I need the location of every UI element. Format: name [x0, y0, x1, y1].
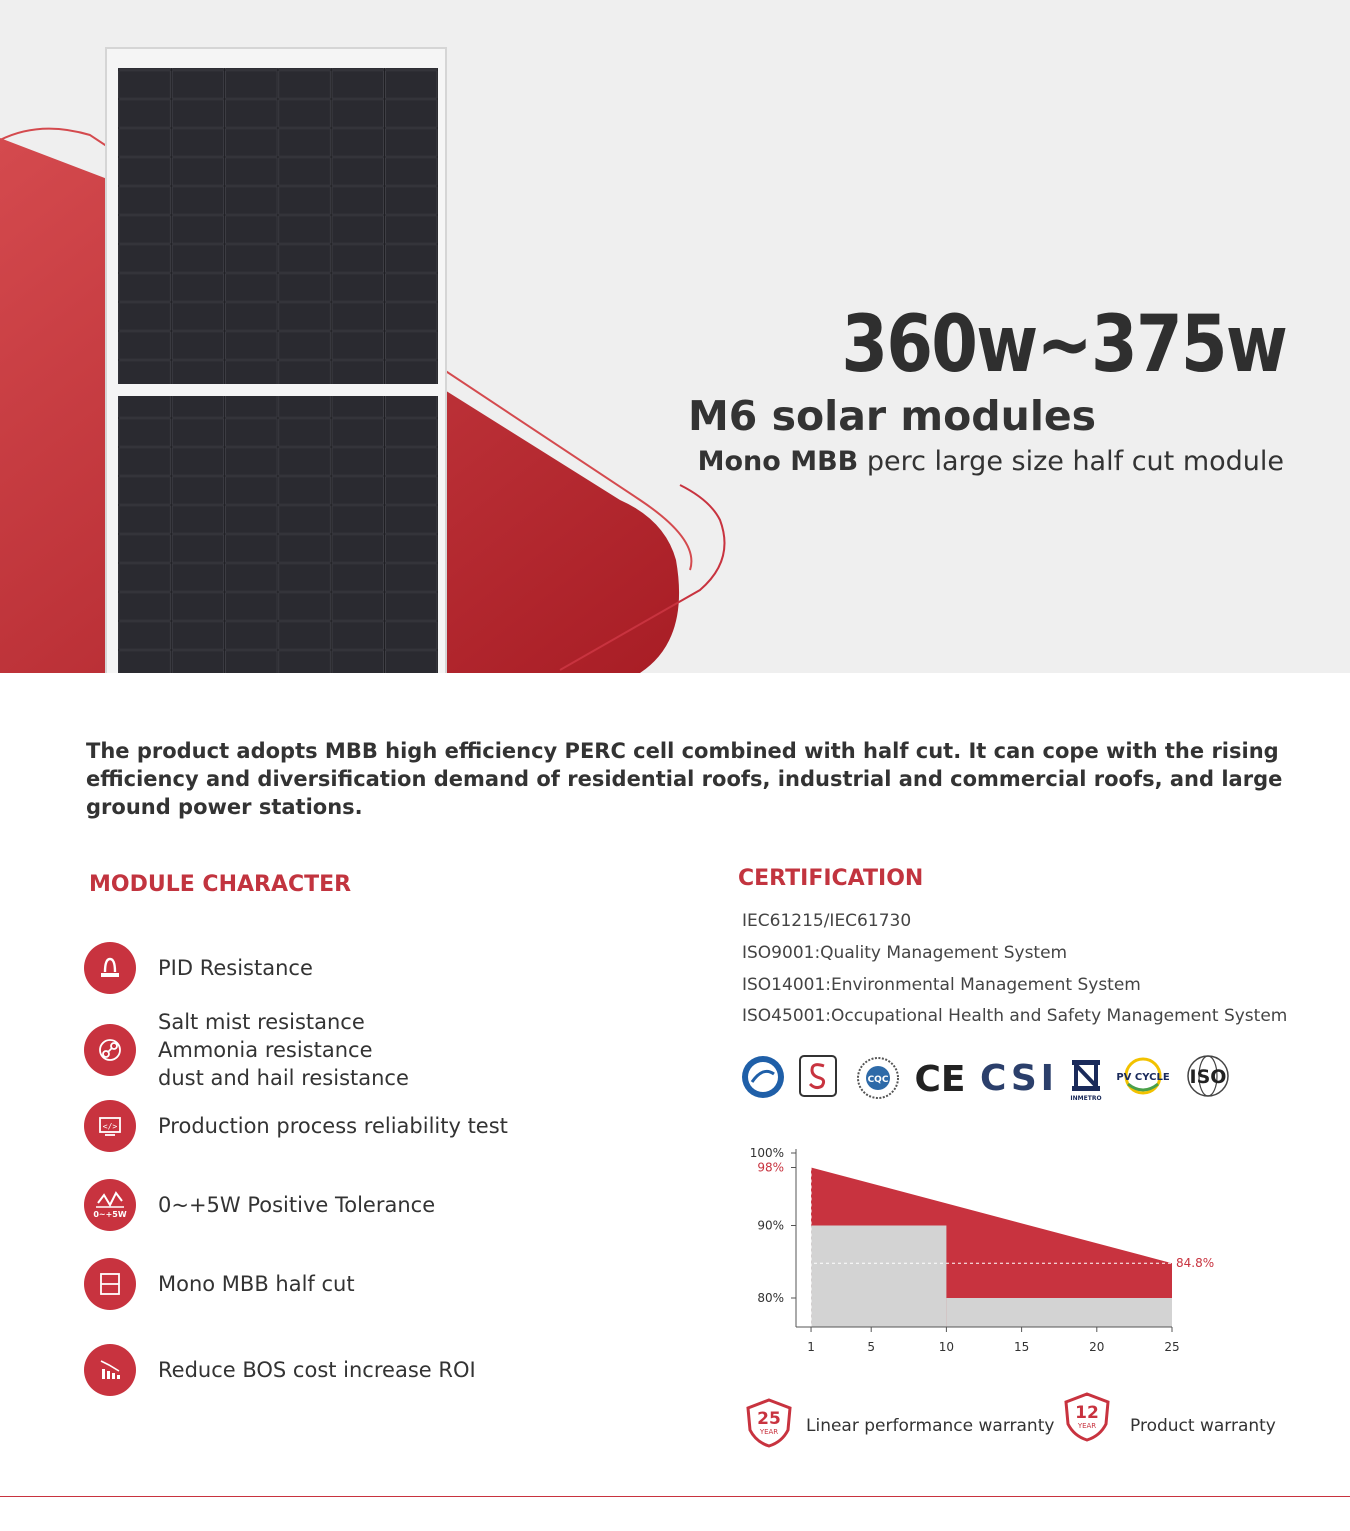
cqc-logo-text: CQC: [867, 1075, 889, 1085]
tolerance-icon-label: 0~+5W: [93, 1210, 127, 1219]
x-tick-label: 1: [807, 1340, 815, 1354]
feature-line: PID Resistance: [158, 956, 313, 980]
power-range-title: 360w~375w: [841, 300, 1286, 390]
feature-line: 0~+5W Positive Tolerance: [158, 1193, 436, 1217]
x-tick-label: 25: [1164, 1340, 1180, 1354]
subtitle-rest: perc large size half cut module: [858, 446, 1284, 477]
model-title: M6 solar modules: [688, 392, 1097, 440]
linear-warranty-label: Linear performance warranty: [806, 1416, 1055, 1436]
cert-line: ISO14001:Environmental Management System: [742, 975, 1141, 995]
feature-item: [84, 1100, 508, 1152]
shield-12-year-icon: [1062, 1392, 1112, 1442]
feature-line: Production process reliability test: [158, 1114, 508, 1138]
step-warranty-bar: [946, 1298, 1172, 1327]
y-tick-label: 90%: [757, 1218, 784, 1233]
feature-item: [84, 942, 313, 994]
feature-label: [158, 1270, 355, 1298]
half-cut-icon: [84, 1258, 136, 1310]
badge-unit: YEAR: [759, 1428, 779, 1436]
x-tick-label: 10: [938, 1340, 955, 1354]
iso-logo-text: ISO: [1189, 1066, 1227, 1088]
warranty-chart: [740, 1135, 1260, 1365]
x-tick-label: 5: [867, 1340, 876, 1354]
y-tick-label: 80%: [757, 1291, 784, 1305]
pv-cycle-logo: [1114, 1056, 1172, 1096]
tolerance-icon: [84, 1179, 136, 1231]
cqc-logo: [856, 1056, 900, 1100]
pid-icon: [84, 942, 136, 994]
hero-subtitle: [698, 446, 1284, 477]
badge-years: 25: [757, 1409, 781, 1429]
feature-line: Reduce BOS cost increase ROI: [158, 1358, 476, 1382]
tuv-nord-logo: [740, 1054, 786, 1100]
feature-label: [158, 1008, 409, 1092]
intro-paragraph: The product adopts MBB high efficiency PERC cell combined with half cut. It can cope with the rising efficiency and diversification demand of residential roofs, industrial and commercial roofs, and large ground power stations.: [86, 739, 1283, 819]
ce-logo: [914, 1058, 966, 1098]
csi-logo: [978, 1056, 1056, 1098]
feature-line: dust and hail resistance: [158, 1066, 409, 1090]
feature-item: [84, 1008, 409, 1092]
certification-title: CERTIFICATION: [738, 866, 924, 891]
inmetro-logo-text: INMETRO: [1070, 1095, 1102, 1102]
shield-25-year-icon: [744, 1398, 794, 1448]
feature-item: [84, 1258, 355, 1310]
bar-chart-down-icon: [84, 1344, 136, 1396]
hero-banner: [0, 0, 1350, 673]
step-warranty-bar: [811, 1226, 946, 1328]
feature-item: [84, 1179, 435, 1231]
iso-logo: [1182, 1054, 1234, 1098]
badge-years: 12: [1075, 1403, 1099, 1423]
feature-line: Mono MBB half cut: [158, 1272, 355, 1296]
csi-logo-text: CSI: [980, 1058, 1054, 1098]
feature-label: [158, 1191, 435, 1219]
feature-label: [158, 1356, 476, 1384]
svg-text:</>: </>: [102, 1122, 118, 1131]
s-mark-logo: [798, 1054, 838, 1098]
feature-item: [84, 1344, 476, 1396]
cert-line: IEC61215/IEC61730: [742, 911, 912, 931]
module-character-title: MODULE CHARACTER: [89, 872, 352, 897]
feature-line: Ammonia resistance: [158, 1038, 373, 1062]
x-tick-label: 20: [1089, 1340, 1105, 1354]
badge-unit: YEAR: [1077, 1422, 1097, 1430]
product-warranty-label: Product warranty: [1130, 1416, 1276, 1436]
y-tick-label: 100%: [749, 1146, 784, 1160]
code-screen-icon: [84, 1100, 136, 1152]
pv-cycle-logo-text: PV CYCLE: [1116, 1072, 1170, 1083]
end-value-label: 84.8%: [1176, 1256, 1215, 1271]
x-tick-label: 15: [1013, 1340, 1030, 1354]
feature-label: [158, 1112, 508, 1140]
feature-label: [158, 954, 313, 982]
start-value-label: 98%: [757, 1160, 784, 1175]
solar-panel-upper-half: [118, 68, 438, 384]
cert-line: ISO9001:Quality Management System: [742, 943, 1068, 963]
link-icon: [84, 1024, 136, 1076]
inmetro-logo: [1066, 1056, 1106, 1102]
solar-panel-lower-half: [118, 396, 438, 673]
subtitle-bold: Mono MBB: [697, 446, 859, 477]
feature-line: Salt mist resistance: [158, 1010, 365, 1034]
cert-line: ISO45001:Occupational Health and Safety Management System: [742, 1006, 1288, 1026]
bottom-divider: [0, 1496, 1350, 1497]
ce-logo-text: CE: [914, 1059, 966, 1098]
